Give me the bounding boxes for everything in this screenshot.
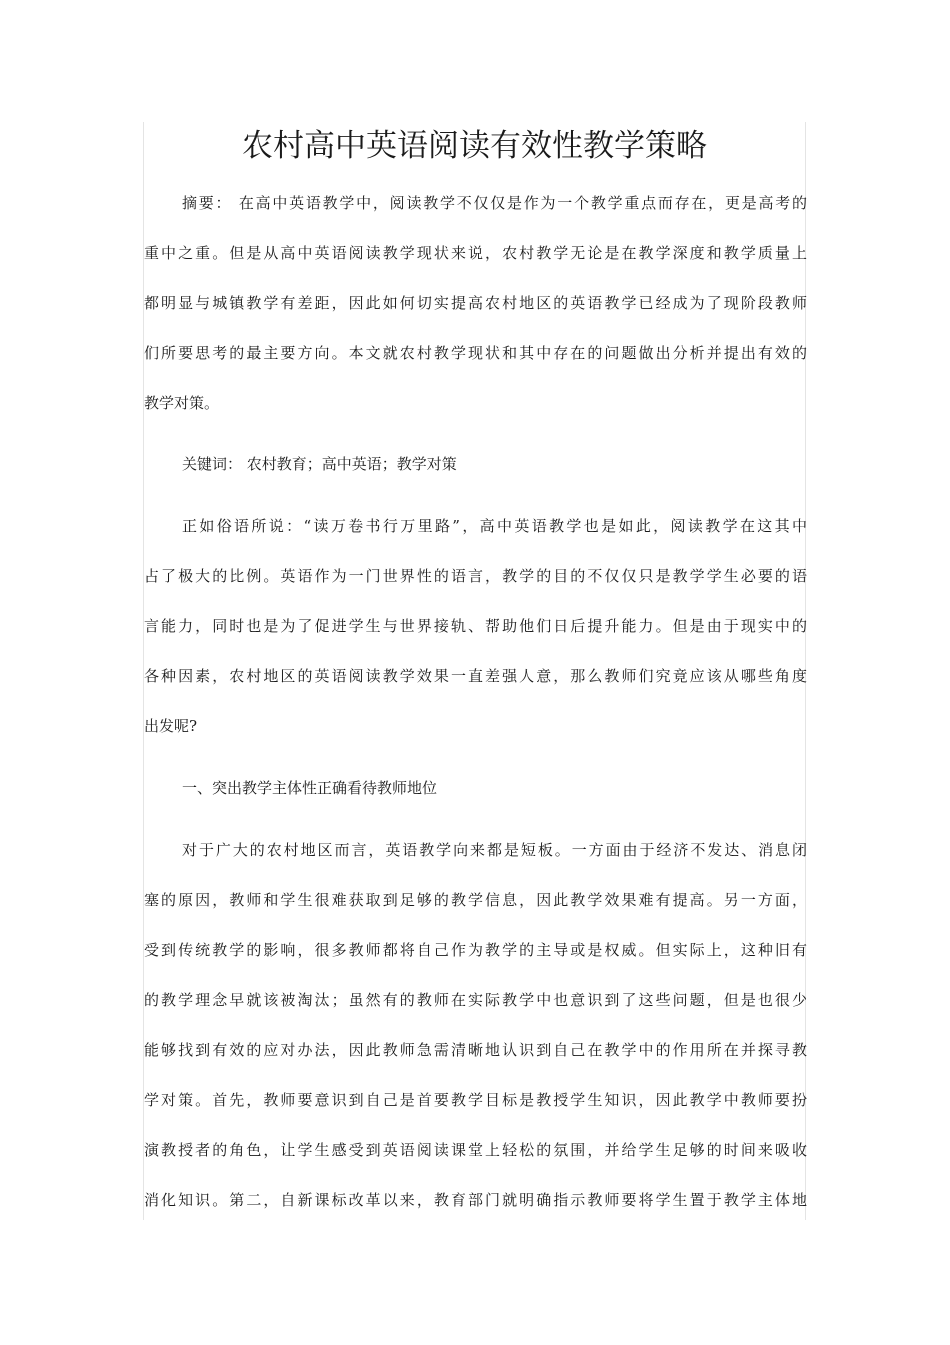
section1-line: 学对策。首先，教师要意识到自己是首要教学目标是教授学生知识，因此教学中教师要扮 [144, 1091, 807, 1109]
intro-line: 出发呢? [144, 717, 198, 735]
section1-line: 塞的原因，教师和学生很难获取到足够的教学信息，因此教学效果难有提高。另一方面， [144, 891, 807, 909]
abstract-line: 重中之重。但是从高中英语阅读教学现状来说，农村教学无论是在教学深度和教学质量上 [144, 244, 807, 262]
abstract-line: 们所要思考的最主要方向。本文就农村教学现状和其中存在的问题做出分析并提出有效的 [144, 344, 807, 362]
section-heading: 一、突出教学主体性正确看待教师地位 [182, 779, 438, 797]
abstract-line: 摘要： 在高中英语教学中，阅读教学不仅仅是作为一个教学重点而存在，更是高考的 [182, 194, 807, 212]
section1-line: 能够找到有效的应对办法，因此教师急需清晰地认识到自己在教学中的作用所在并探寻教 [144, 1041, 807, 1059]
intro-line: 各种因素，农村地区的英语阅读教学效果一直差强人意，那么教师们究竟应该从哪些角度 [144, 667, 807, 685]
document-page [143, 122, 806, 1220]
section1-line: 受到传统教学的影响，很多教师都将自己作为教学的主导或是权威。但实际上，这种旧有 [144, 941, 807, 959]
intro-line: 占了极大的比例。英语作为一门世界性的语言，教学的目的不仅仅只是教学学生必要的语 [144, 567, 807, 585]
abstract-line: 教学对策。 [144, 394, 220, 412]
document-title: 农村高中英语阅读有效性教学策略 [242, 128, 707, 164]
intro-line: 言能力，同时也是为了促进学生与世界接轨、帮助他们日后提升能力。但是由于现实中的 [144, 617, 807, 635]
section1-line: 对于广大的农村地区而言，英语教学向来都是短板。一方面由于经济不发达、消息闭 [182, 841, 807, 859]
abstract-line: 都明显与城镇教学有差距，因此如何切实提高农村地区的英语教学已经成为了现阶段教师 [144, 294, 807, 312]
section1-line: 消化知识。第二，自新课标改革以来，教育部门就明确指示教师要将学生置于教学主体地 [144, 1191, 807, 1209]
section1-line: 演教授者的角色，让学生感受到英语阅读课堂上轻松的氛围，并给学生足够的时间来吸收 [144, 1141, 807, 1159]
intro-line: 正如俗语所说：“读万卷书行万里路”，高中英语教学也是如此，阅读教学在这其中 [182, 517, 807, 535]
section1-line: 的教学理念早就该被淘汰；虽然有的教师在实际教学中也意识到了这些问题，但是也很少 [144, 991, 807, 1009]
keywords: 关键词： 农村教育；高中英语；教学对策 [182, 455, 457, 473]
